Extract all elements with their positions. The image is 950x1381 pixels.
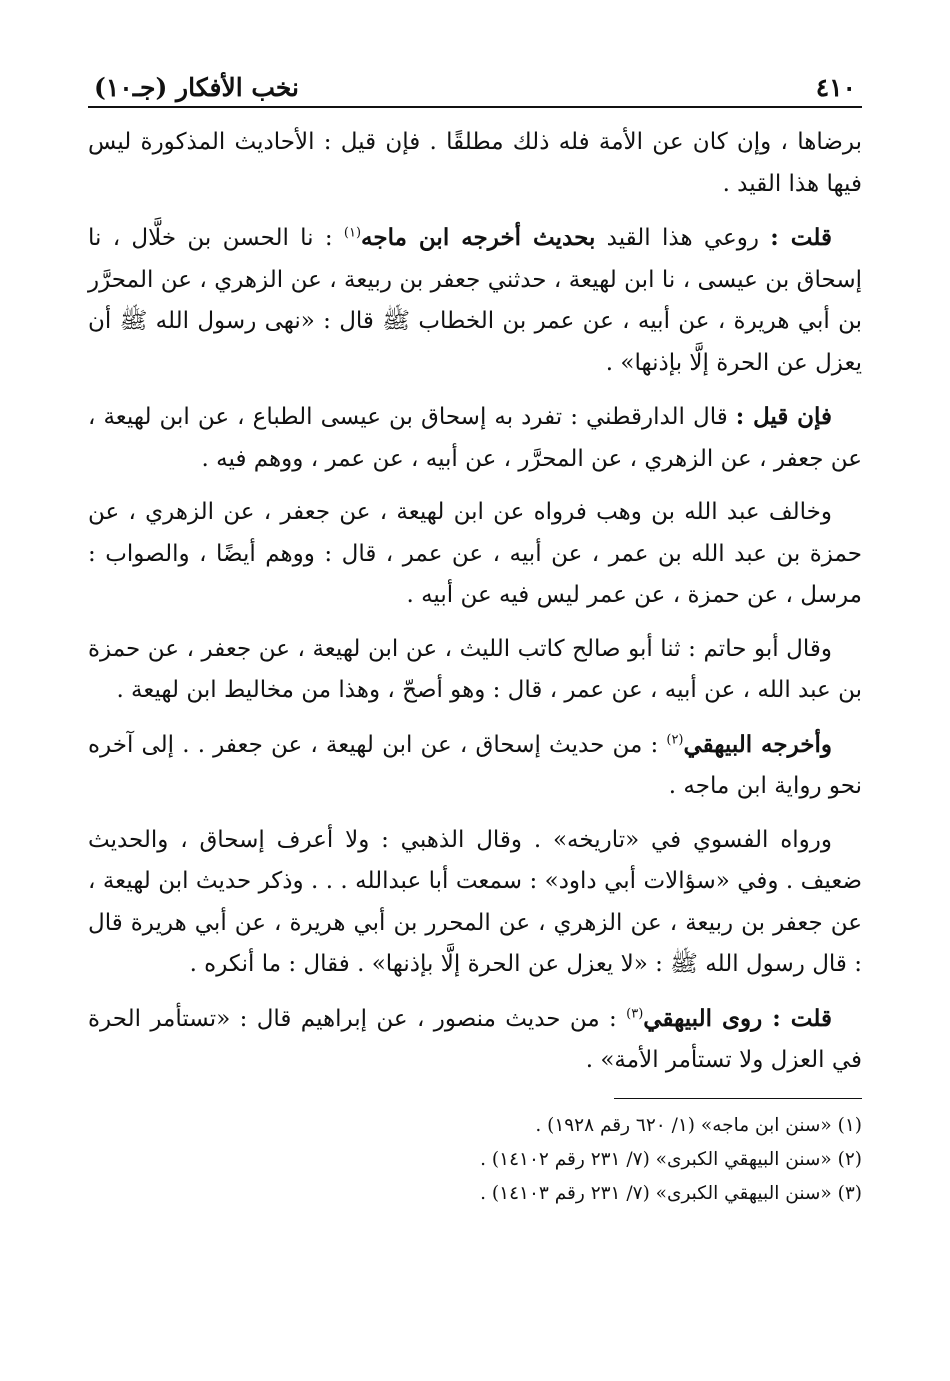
paragraph-lead: قلت : <box>770 224 832 251</box>
paragraph-1 <box>88 122 862 205</box>
paragraph-8 <box>88 998 862 1082</box>
paragraph-bold-phrase: بحديث أخرجه ابن ماجه <box>361 224 596 251</box>
paragraph-text: ورواه الفسوي في «تاريخه» . وقال الذهبي : ولا أعرف إسحاق ، والحديث ضعيف . وفي «سؤالات أبي داود» : سمعت أبا عبدالله . . . وذكر حديث ابن لهيعة ، عن جعفر بن ربيعة ، عن الزهري ، عن المحرر بن أبي هريرة ، عن أبي هريرة قال : قال رسول الله ﷺ : «لا يعزل عن الحرة إلَّا بإذنها» . فقال : ما أنكره . <box>88 826 862 977</box>
footnote-ref-3[interactable]: (٣) <box>626 1005 644 1021</box>
paragraph-7 <box>88 820 862 986</box>
running-header <box>88 60 862 106</box>
paragraph-text: : نا الحسن بن خلَّال ، نا إسحاق بن عيسى ، نا ابن لهيعة ، حدثني جعفر بن ربيعة ، عن الزهري ، عن المحرَّر بن أبي هريرة ، عن أبيه ، عن عمر بن الخطاب ﷺ قال : «نهى رسول الله ﷺ أن يعزل عن الحرة إلَّا بإذنها» . <box>88 225 862 376</box>
footnote-3: (٣) «سنن البيهقي الكبرى» (٧/ ٢٣١ رقم ١٤١٠٣) . <box>480 1182 862 1204</box>
page-number: ٤١٠ <box>815 73 856 102</box>
book-title: نخب الأفكار (جـ١٠) <box>94 73 300 102</box>
footnote-ref-2[interactable]: (٢) <box>666 731 684 747</box>
paragraph-text: : من حديث منصور ، عن إبراهيم قال : «تستأمر الحرة في العزل ولا تستأمر الأمة» . <box>88 1005 862 1073</box>
paragraph-5 <box>88 629 862 712</box>
header-rule <box>88 106 862 108</box>
paragraph-4 <box>88 492 862 617</box>
footnote-separator <box>614 1098 862 1099</box>
paragraph-text: برضاها ، وإن كان عن الأمة فله ذلك مطلقًا . فإن قيل : الأحاديث المذكورة ليس فيها هذا القيد . <box>88 129 862 197</box>
main-text <box>88 122 862 1082</box>
paragraph-text: وخالف عبد الله بن وهب فرواه عن ابن لهيعة ، عن جعفر ، عن الزهري ، عن حمزة بن عبد الله بن عمر ، عن أبيه ، عن عمر ، قال : ووهم أيضًا ، والصواب : مرسل ، عن حمزة ، عن عمر ليس فيه عن أبيه . <box>88 499 862 608</box>
paragraph-3 <box>88 396 862 480</box>
paragraph-lead: وأخرجه البيهقي <box>683 730 832 758</box>
paragraph-lead: فإن قيل : <box>735 403 832 430</box>
paragraph-text: وقال أبو حاتم : ثنا أبو صالح كاتب الليث ، عن ابن لهيعة ، عن جعفر ، عن حمزة بن عبد الله ، عن أبيه ، عن عمر ، قال : وهو أصحّ ، وهذا من مخاليط ابن لهيعة . <box>88 635 862 703</box>
paragraph-text: قال الدارقطني : تفرد به إسحاق بن عيسى الطباع ، عن ابن لهيعة ، عن جعفر ، عن الزهري ، عن المحرَّر ، عن أبيه ، عن عمر ، ووهم فيه . <box>88 404 862 472</box>
footnote-1: (١) «سنن ابن ماجه» (١/ ٦٢٠ رقم ١٩٢٨) . <box>535 1114 862 1136</box>
paragraph-2 <box>88 217 862 384</box>
paragraph-text: : من حديث إسحاق ، عن ابن لهيعة ، عن جعفر . . إلى آخره نحو رواية ابن ماجه . <box>88 731 862 799</box>
footnote-ref-1[interactable]: (١) <box>343 225 362 241</box>
paragraph-lead: قلت : روى البيهقي <box>643 1004 832 1032</box>
paragraph-text: روعي هذا القيد <box>595 225 771 251</box>
footnotes <box>88 1109 862 1211</box>
paragraph-6 <box>88 724 862 808</box>
footnote-2: (٢) «سنن البيهقي الكبرى» (٧/ ٢٣١ رقم ١٤١٠٢) . <box>480 1148 862 1170</box>
